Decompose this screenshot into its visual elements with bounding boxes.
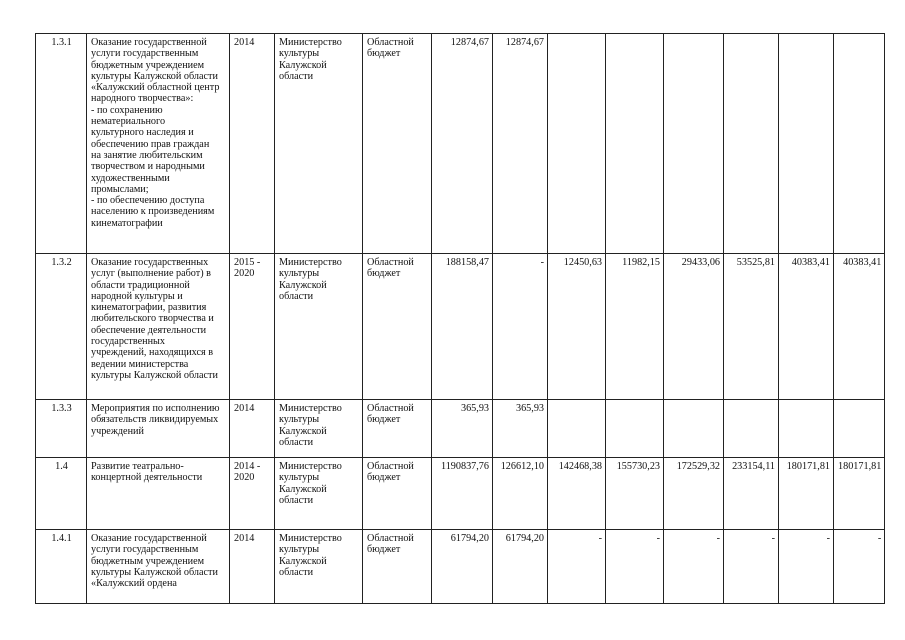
executor: Министерство культуры Калужской области: [275, 458, 363, 530]
total-amount: 1190837,76: [432, 458, 493, 530]
amount-2017: 172529,32: [664, 458, 724, 530]
implementation-years: 2014: [230, 530, 275, 604]
measure-name: Оказание государственной услуги государственным бюджетным учреждением культуры Калужской области «Калужский ордена: [87, 530, 230, 604]
amount-2018: [724, 400, 779, 458]
measure-name: Развитие театрально- концертной деятельности: [87, 458, 230, 530]
amount-2017: [664, 400, 724, 458]
implementation-years: 2014 - 2020: [230, 458, 275, 530]
amount-2015: 142468,38: [548, 458, 606, 530]
amount-2014: 126612,10: [493, 458, 548, 530]
amount-2020: 40383,41: [834, 254, 885, 400]
funding-source: Областной бюджет: [363, 530, 432, 604]
table-row: [36, 400, 885, 458]
measure-name: Мероприятия по исполнению обязательств ликвидируемых учреждений: [87, 400, 230, 458]
funding-source: Областной бюджет: [363, 400, 432, 458]
amount-2014: 61794,20: [493, 530, 548, 604]
implementation-years: 2015 - 2020: [230, 254, 275, 400]
amount-2018: -: [724, 530, 779, 604]
amount-2015: [548, 400, 606, 458]
amount-2016: -: [606, 530, 664, 604]
amount-2016: [606, 34, 664, 254]
amount-2014: -: [493, 254, 548, 400]
table-row: [36, 34, 885, 254]
amount-2017: -: [664, 530, 724, 604]
funding-source: Областной бюджет: [363, 458, 432, 530]
row-code: 1.4: [36, 458, 87, 530]
amount-2015: 12450,63: [548, 254, 606, 400]
amount-2020: -: [834, 530, 885, 604]
funding-source: Областной бюджет: [363, 34, 432, 254]
measure-name: Оказание государственных услуг (выполнение работ) в области традиционной народной культуры и кинематографии, развития любительского творчества и обеспечение деятельности государственных учреждений, находящихся в ведении министерства культуры Калужской области: [87, 254, 230, 400]
amount-2017: [664, 34, 724, 254]
total-amount: 365,93: [432, 400, 493, 458]
amount-2019: 180171,81: [779, 458, 834, 530]
amount-2018: 233154,11: [724, 458, 779, 530]
table-row: [36, 458, 885, 530]
budget-table: [35, 33, 885, 604]
measure-name: Оказание государственной услуги государственным бюджетным учреждением культуры Калужской области «Калужский областной центр народного творчества»: - по сохранению нематериального культурного наследия и обеспечению прав граждан на занятие любительским творчеством и народными художественными промыслами; - по обеспечению доступа населению к произведениям кинематографии: [87, 34, 230, 254]
amount-2015: -: [548, 530, 606, 604]
amount-2015: [548, 34, 606, 254]
amount-2020: 180171,81: [834, 458, 885, 530]
amount-2020: [834, 34, 885, 254]
amount-2016: [606, 400, 664, 458]
table-row: [36, 530, 885, 604]
executor: Министерство культуры Калужской области: [275, 530, 363, 604]
total-amount: 12874,67: [432, 34, 493, 254]
amount-2018: [724, 34, 779, 254]
row-code: 1.3.3: [36, 400, 87, 458]
amount-2017: 29433,06: [664, 254, 724, 400]
executor: Министерство культуры Калужской области: [275, 34, 363, 254]
amount-2019: -: [779, 530, 834, 604]
amount-2016: 155730,23: [606, 458, 664, 530]
executor: Министерство культуры Калужской области: [275, 254, 363, 400]
amount-2020: [834, 400, 885, 458]
row-code: 1.4.1: [36, 530, 87, 604]
amount-2016: 11982,15: [606, 254, 664, 400]
total-amount: 188158,47: [432, 254, 493, 400]
row-code: 1.3.1: [36, 34, 87, 254]
amount-2019: [779, 400, 834, 458]
table-row: [36, 254, 885, 400]
amount-2019: 40383,41: [779, 254, 834, 400]
amount-2018: 53525,81: [724, 254, 779, 400]
funding-source: Областной бюджет: [363, 254, 432, 400]
row-code: 1.3.2: [36, 254, 87, 400]
amount-2014: 365,93: [493, 400, 548, 458]
total-amount: 61794,20: [432, 530, 493, 604]
amount-2019: [779, 34, 834, 254]
amount-2014: 12874,67: [493, 34, 548, 254]
implementation-years: 2014: [230, 34, 275, 254]
implementation-years: 2014: [230, 400, 275, 458]
executor: Министерство культуры Калужской области: [275, 400, 363, 458]
